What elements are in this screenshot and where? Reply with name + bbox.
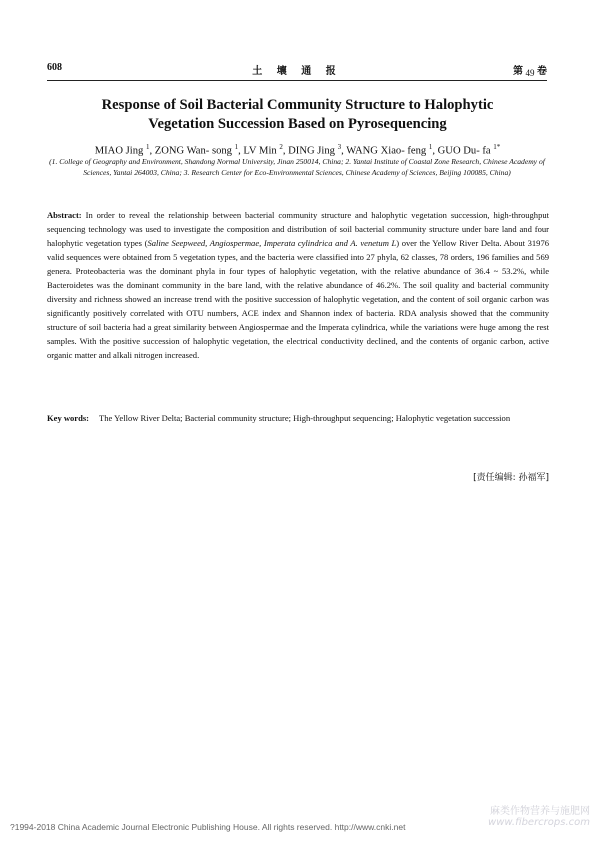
author-affiliation-mark: 3 [337, 143, 342, 151]
author-name: WANG Xiao- feng [346, 145, 429, 157]
author-name: DING Jing [288, 145, 338, 157]
abstract [47, 208, 549, 363]
journal-name: 土 壤 通 报 [252, 66, 342, 77]
author-affiliation-mark: 1 [145, 143, 150, 151]
author-affiliation-mark: 1 [428, 143, 433, 151]
author-name: LV Min [243, 145, 280, 157]
author-affiliation-mark: 1* [493, 143, 501, 151]
page-number: 608 [47, 62, 62, 73]
keywords [47, 411, 549, 425]
header-rule [47, 80, 547, 81]
copyright-footer: ?1994-2018 China Academic Journal Electronic Publishing House. All rights reserved. http://www.cnki.net [10, 822, 406, 832]
keywords-text: The Yellow River Delta; Bacterial community structure; High-throughput sequencing; Halophytic vegetation succession [99, 413, 511, 423]
paper-title: Response of Soil Bacterial Community Structure to Halophytic Vegetation Succession Based on Pyrosequencing [101, 97, 494, 132]
running-header [47, 62, 547, 78]
author-name: GUO Du- fa [437, 145, 494, 157]
responsible-editor: [责任编辑: 孙福军] [473, 473, 549, 483]
keywords-label: Key words: [47, 413, 90, 423]
abstract-species: Saline Seepweed, Angiospermae, Imperata cylindrica and A. venetum L [147, 238, 397, 249]
author-name: ZONG Wan- song [154, 145, 235, 157]
author-affiliation-mark: 1 [234, 143, 239, 151]
affiliations: (1. College of Geography and Environment, Shandong Normal University, Jinan 250014, China; 2. Yantai Institute of Coastal Zone Research, Chinese Academy of Sciences, Yantai 264003, China; 3. Research Center for Eco-Environmental Sciences, Chinese Academy of Sciences, Beijing 100085, China) [49, 157, 545, 177]
author-name: MIAO Jing [94, 145, 146, 157]
abstract-text-1: In order to reveal the relationship between bacterial community structure and halophytic vegetation succession, high-throughput sequencing technology was used to investigate the composition and distribution of soil bacterial community structure under bare land and four halophytic vegetation types ( [47, 210, 549, 249]
watermark: 麻类作物营养与施肥网 www.fibercrops.com [488, 806, 590, 828]
author-list: MIAO Jing $^1$, ZONG Wan- song $^1$, LV Min $^2$, DING Jing $^3$, WANG Xiao- feng $^1$, GUO Du- fa $^{1*}$ [94, 143, 501, 157]
volume-label: 第 49 卷 [513, 66, 547, 78]
author-affiliation-mark: 2 [279, 143, 283, 151]
abstract-label: Abstract: [47, 210, 82, 220]
abstract-text-2: ) over the Yellow River Delta. About 31976 valid sequences were obtained from 5 vegetation types, and the bacteria were classified into 27 phyla, 62 classes, 78 orders, 196 families and 569 genera. Proteobacteria was the dominant phyla in four types of halophytic vegetation, with the relative abundance of 36.4 ~ 53.2%, while Bacteroidetes was the dominant community in the bare land, with the relative abundance of 46.2%. The soil quality and bacterial community diversity and richness showed an increase trend with the positive succession of halophytic vegetation, and the content of soil organic carbon was significantly positively correlated with OTU numbers, ACE index and Shannon index of bacteria. RDA analysis showed that the community structure of soil bacteria had a great similarity between Angiospermae and the Imperata cylindrica, while the variations were huge among the rest samples. With the positive succession of halophytic vegetation, the electrical conductivity declined, and the contents of organic carbon, active organic matter and alkali nitrogen increased. [47, 238, 549, 361]
